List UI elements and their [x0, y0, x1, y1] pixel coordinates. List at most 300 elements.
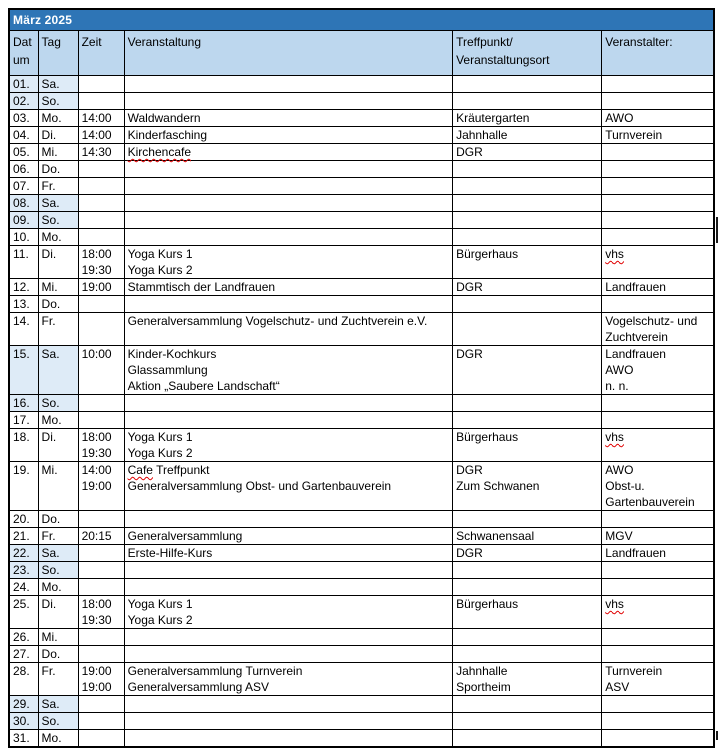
event-cell[interactable]	[124, 246, 452, 279]
location-line: Sportheim	[456, 680, 511, 694]
date-cell[interactable]	[9, 395, 38, 412]
event-cell[interactable]	[124, 76, 452, 93]
time-cell[interactable]	[78, 346, 124, 395]
event-cell[interactable]	[124, 127, 452, 144]
header-line: um	[13, 53, 30, 67]
day-cell[interactable]	[38, 562, 78, 579]
event-rows	[9, 76, 714, 748]
table-row	[9, 246, 714, 279]
location-cell[interactable]	[453, 395, 602, 412]
day-line: Do.	[41, 297, 61, 311]
date-cell[interactable]	[9, 313, 38, 346]
day-line: Do.	[41, 647, 61, 661]
day-line: Mo.	[41, 731, 62, 745]
day-line: Do.	[41, 512, 61, 526]
time-line: 19:00	[81, 479, 112, 493]
time-cell[interactable]	[78, 596, 124, 629]
date-cell[interactable]	[9, 93, 38, 110]
table-row	[9, 110, 714, 127]
time-cell[interactable]	[78, 579, 124, 596]
organizer-line: ASV	[605, 680, 630, 694]
event-cell[interactable]	[124, 696, 452, 713]
banner-row	[9, 9, 714, 31]
time-cell[interactable]	[78, 629, 124, 646]
time-line: 10:00	[81, 347, 112, 361]
event-cell[interactable]	[124, 178, 452, 195]
event-cell[interactable]	[124, 161, 452, 178]
table-row	[9, 511, 714, 528]
day-cell[interactable]	[38, 579, 78, 596]
day-line: Mo.	[41, 230, 62, 244]
event-cell[interactable]	[124, 646, 452, 663]
date-cell[interactable]	[9, 629, 38, 646]
date-cell[interactable]	[9, 144, 38, 161]
day-cell[interactable]	[38, 178, 78, 195]
time-line: 19:00	[81, 680, 112, 694]
day-cell[interactable]	[38, 110, 78, 127]
organizer-cell[interactable]	[602, 579, 714, 596]
day-cell[interactable]	[38, 462, 78, 511]
location-cell[interactable]	[453, 161, 602, 178]
event-cell[interactable]	[124, 663, 452, 696]
date-cell[interactable]	[9, 296, 38, 313]
table-row	[9, 429, 714, 462]
day-cell[interactable]	[38, 246, 78, 279]
time-cell[interactable]	[78, 663, 124, 696]
time-cell[interactable]	[78, 246, 124, 279]
cursor-artifact	[716, 217, 718, 243]
date-cell[interactable]	[9, 579, 38, 596]
organizer-line: Gartenbauverein	[605, 495, 695, 509]
date-cell[interactable]	[9, 596, 38, 629]
time-cell[interactable]	[78, 212, 124, 229]
event-line: Generalversammlung	[127, 529, 243, 543]
time-line: 14:30	[81, 145, 112, 159]
location-cell[interactable]	[453, 195, 602, 212]
time-cell[interactable]	[78, 296, 124, 313]
location-cell[interactable]	[453, 696, 602, 713]
time-cell[interactable]	[78, 545, 124, 562]
table-row	[9, 579, 714, 596]
organizer-cell[interactable]	[602, 562, 714, 579]
time-cell[interactable]	[78, 429, 124, 462]
event-cell[interactable]	[124, 144, 452, 161]
location-cell[interactable]	[453, 462, 602, 511]
location-cell[interactable]	[453, 93, 602, 110]
day-cell[interactable]	[38, 127, 78, 144]
event-cell[interactable]	[124, 229, 452, 246]
date-line: 27.	[13, 647, 30, 661]
day-cell[interactable]	[38, 663, 78, 696]
day-line: Di.	[41, 430, 57, 444]
day-cell[interactable]	[38, 296, 78, 313]
location-cell[interactable]	[453, 562, 602, 579]
day-cell[interactable]	[38, 229, 78, 246]
day-line: Sa.	[41, 697, 60, 711]
date-cell[interactable]	[9, 412, 38, 429]
organizer-cell[interactable]	[602, 646, 714, 663]
location-line: Zum Schwanen	[456, 479, 540, 493]
day-line: Mo.	[41, 111, 62, 125]
time-cell[interactable]	[78, 110, 124, 127]
event-line: Stammtisch der Landfrauen	[127, 280, 276, 294]
location-cell[interactable]	[453, 646, 602, 663]
date-cell[interactable]	[9, 195, 38, 212]
day-cell[interactable]	[38, 646, 78, 663]
date-line: 26.	[13, 630, 30, 644]
time-cell[interactable]	[78, 646, 124, 663]
time-cell[interactable]	[78, 395, 124, 412]
event-cell[interactable]	[124, 462, 452, 511]
day-line: Do.	[41, 162, 61, 176]
time-line: 19:30	[81, 446, 112, 460]
day-cell[interactable]	[38, 629, 78, 646]
event-cell[interactable]	[124, 195, 452, 212]
location-line: Bürgerhaus	[456, 597, 519, 611]
organizer-cell[interactable]	[602, 429, 714, 462]
location-cell[interactable]	[453, 528, 602, 545]
event-cell[interactable]	[124, 629, 452, 646]
day-cell[interactable]	[38, 730, 78, 748]
table-row	[9, 462, 714, 511]
organizer-line: AWO	[605, 111, 634, 125]
day-line: Di.	[41, 597, 57, 611]
date-cell[interactable]	[9, 110, 38, 127]
date-line: 19.	[13, 463, 30, 477]
date-line: 25.	[13, 597, 30, 611]
column-header-date	[9, 31, 38, 76]
time-cell[interactable]	[78, 412, 124, 429]
event-line: Yoga Kurs 1	[127, 597, 193, 611]
location-line: Bürgerhaus	[456, 247, 519, 261]
location-cell[interactable]	[453, 313, 602, 346]
day-cell[interactable]	[38, 346, 78, 395]
time-line: 19:30	[81, 613, 112, 627]
time-cell[interactable]	[78, 279, 124, 296]
month-title[interactable]: März 2025	[9, 9, 714, 31]
day-line: Fr.	[41, 179, 56, 193]
date-line: 14.	[13, 314, 30, 328]
date-cell[interactable]	[9, 730, 38, 748]
time-cell[interactable]	[78, 462, 124, 511]
header-line: Veranstaltung	[127, 35, 202, 49]
date-cell[interactable]	[9, 76, 38, 93]
column-header-time	[78, 31, 124, 76]
date-line: 04.	[13, 128, 30, 142]
location-cell[interactable]	[453, 279, 602, 296]
date-cell[interactable]	[9, 178, 38, 195]
organizer-cell[interactable]	[602, 313, 714, 346]
organizer-cell[interactable]	[602, 195, 714, 212]
date-line: 07.	[13, 179, 30, 193]
date-line: 15.	[13, 347, 30, 361]
organizer-cell[interactable]	[602, 279, 714, 296]
event-cell[interactable]	[124, 579, 452, 596]
time-cell[interactable]	[78, 76, 124, 93]
day-line: Di.	[41, 247, 57, 261]
organizer-line	[605, 429, 710, 445]
day-line: Fr.	[41, 664, 56, 678]
date-cell[interactable]	[9, 229, 38, 246]
time-cell[interactable]	[78, 313, 124, 346]
day-line: Mi.	[41, 280, 58, 294]
event-cell[interactable]	[124, 93, 452, 110]
day-line: So.	[41, 213, 60, 227]
day-cell[interactable]	[38, 395, 78, 412]
time-line: 19:00	[81, 664, 112, 678]
event-cell[interactable]	[124, 511, 452, 528]
location-cell[interactable]	[453, 110, 602, 127]
misspelled-word: vhs	[605, 597, 624, 611]
date-cell[interactable]	[9, 696, 38, 713]
time-line: 20:15	[81, 529, 112, 543]
date-cell[interactable]	[9, 246, 38, 279]
organizer-cell[interactable]	[602, 462, 714, 511]
day-line: Sa.	[41, 546, 60, 560]
day-cell[interactable]	[38, 144, 78, 161]
organizer-cell[interactable]	[602, 212, 714, 229]
time-cell[interactable]	[78, 195, 124, 212]
date-line: 21.	[13, 529, 30, 543]
location-cell[interactable]	[453, 596, 602, 629]
column-header-location	[453, 31, 602, 76]
column-header-event	[124, 31, 452, 76]
location-cell[interactable]	[453, 127, 602, 144]
date-cell[interactable]	[9, 663, 38, 696]
organizer-cell[interactable]	[602, 76, 714, 93]
table-row	[9, 528, 714, 545]
event-cell[interactable]	[124, 346, 452, 395]
event-cell[interactable]	[124, 412, 452, 429]
date-line: 28.	[13, 664, 30, 678]
time-line: 19:00	[81, 280, 112, 294]
event-line: Kinderfasching	[127, 128, 208, 142]
location-cell[interactable]	[453, 730, 602, 748]
organizer-cell[interactable]	[602, 178, 714, 195]
location-cell[interactable]	[453, 663, 602, 696]
organizer-line: Turnverein	[605, 664, 663, 678]
event-cell[interactable]	[124, 313, 452, 346]
organizer-cell[interactable]	[602, 713, 714, 730]
date-cell[interactable]	[9, 127, 38, 144]
organizer-line: Landfrauen	[605, 280, 666, 294]
time-cell[interactable]	[78, 161, 124, 178]
time-cell[interactable]	[78, 713, 124, 730]
time-line: 14:00	[81, 111, 112, 125]
table-row	[9, 161, 714, 178]
event-line: Yoga Kurs 2	[127, 613, 193, 627]
event-line: Yoga Kurs 1	[127, 247, 193, 261]
march-2025-event-table	[8, 8, 715, 748]
event-cell[interactable]	[124, 212, 452, 229]
day-cell[interactable]	[38, 161, 78, 178]
event-cell[interactable]	[124, 562, 452, 579]
date-line: 16.	[13, 396, 30, 410]
organizer-cell[interactable]	[602, 110, 714, 127]
location-cell[interactable]	[453, 511, 602, 528]
table-row	[9, 346, 714, 395]
header-line: Veranstalter:	[605, 35, 673, 49]
date-cell[interactable]	[9, 511, 38, 528]
day-cell[interactable]	[38, 212, 78, 229]
location-cell[interactable]	[453, 144, 602, 161]
day-line: Mo.	[41, 580, 62, 594]
event-line: Generalversammlung Obst- und Gartenbauverein	[127, 479, 392, 493]
day-cell[interactable]	[38, 76, 78, 93]
organizer-cell[interactable]	[602, 229, 714, 246]
day-line: So.	[41, 563, 60, 577]
event-cell[interactable]	[124, 110, 452, 127]
day-line: Sa.	[41, 347, 60, 361]
organizer-cell[interactable]	[602, 663, 714, 696]
event-line: Yoga Kurs 1	[127, 430, 193, 444]
misspelled-word: vhs	[605, 430, 624, 444]
location-line: Jahnhalle	[456, 664, 508, 678]
table-row	[9, 696, 714, 713]
location-cell[interactable]	[453, 346, 602, 395]
misspelled-word: Kirchencafe	[127, 145, 191, 159]
day-cell[interactable]	[38, 545, 78, 562]
misspelled-word: vhs	[605, 247, 624, 261]
date-cell[interactable]	[9, 713, 38, 730]
header-line: Zeit	[81, 35, 102, 49]
date-line: 01.	[13, 77, 30, 91]
organizer-cell[interactable]	[602, 127, 714, 144]
date-cell[interactable]	[9, 562, 38, 579]
organizer-cell[interactable]	[602, 696, 714, 713]
date-line: 30.	[13, 714, 30, 728]
event-cell[interactable]	[124, 395, 452, 412]
event-cell[interactable]	[124, 429, 452, 462]
day-cell[interactable]	[38, 713, 78, 730]
date-line: 11.	[13, 247, 29, 261]
location-cell[interactable]	[453, 713, 602, 730]
location-cell[interactable]	[453, 229, 602, 246]
day-line: Fr.	[41, 314, 56, 328]
organizer-cell[interactable]	[602, 730, 714, 748]
organizer-line: Zuchtverein	[605, 330, 668, 344]
date-line: 02.	[13, 94, 30, 108]
event-line: Waldwandern	[127, 111, 201, 125]
organizer-cell[interactable]	[602, 161, 714, 178]
date-line: 09.	[13, 213, 30, 227]
time-cell[interactable]	[78, 127, 124, 144]
location-cell[interactable]	[453, 629, 602, 646]
day-cell[interactable]	[38, 528, 78, 545]
event-cell[interactable]	[124, 296, 452, 313]
event-line: Yoga Kurs 2	[127, 263, 193, 277]
day-line: Fr.	[41, 529, 56, 543]
date-line: 08.	[13, 196, 30, 210]
organizer-cell[interactable]	[602, 629, 714, 646]
event-cell[interactable]	[124, 713, 452, 730]
day-cell[interactable]	[38, 313, 78, 346]
event-cell[interactable]	[124, 545, 452, 562]
time-cell[interactable]	[78, 730, 124, 748]
day-cell[interactable]	[38, 279, 78, 296]
location-cell[interactable]	[453, 178, 602, 195]
date-cell[interactable]	[9, 346, 38, 395]
event-cell[interactable]	[124, 279, 452, 296]
organizer-cell[interactable]	[602, 144, 714, 161]
event-cell[interactable]	[124, 730, 452, 748]
time-cell[interactable]	[78, 178, 124, 195]
time-cell[interactable]	[78, 229, 124, 246]
day-cell[interactable]	[38, 93, 78, 110]
date-cell[interactable]	[9, 279, 38, 296]
date-cell[interactable]	[9, 528, 38, 545]
organizer-cell[interactable]	[602, 296, 714, 313]
location-cell[interactable]	[453, 76, 602, 93]
organizer-cell[interactable]	[602, 596, 714, 629]
location-cell[interactable]	[453, 246, 602, 279]
date-cell[interactable]	[9, 462, 38, 511]
day-cell[interactable]	[38, 696, 78, 713]
time-cell[interactable]	[78, 511, 124, 528]
event-line: Kinder-Kochkurs	[127, 347, 217, 361]
location-cell[interactable]	[453, 429, 602, 462]
organizer-line: n. n.	[605, 379, 629, 393]
date-cell[interactable]	[9, 161, 38, 178]
date-line: 06.	[13, 162, 30, 176]
date-cell[interactable]	[9, 429, 38, 462]
organizer-line: Vogelschutz- und	[605, 314, 698, 328]
time-line: 18:00	[81, 430, 112, 444]
date-cell[interactable]	[9, 646, 38, 663]
table-row	[9, 178, 714, 195]
location-cell[interactable]	[453, 579, 602, 596]
table-row	[9, 76, 714, 93]
event-cell[interactable]	[124, 528, 452, 545]
organizer-cell[interactable]	[602, 93, 714, 110]
day-line: So.	[41, 714, 60, 728]
organizer-cell[interactable]	[602, 528, 714, 545]
day-cell[interactable]	[38, 195, 78, 212]
organizer-cell[interactable]	[602, 395, 714, 412]
date-cell[interactable]	[9, 545, 38, 562]
time-cell[interactable]	[78, 528, 124, 545]
location-cell[interactable]	[453, 212, 602, 229]
organizer-cell[interactable]	[602, 412, 714, 429]
time-cell[interactable]	[78, 696, 124, 713]
organizer-cell[interactable]	[602, 346, 714, 395]
location-line: Bürgerhaus	[456, 430, 519, 444]
location-cell[interactable]	[453, 296, 602, 313]
day-cell[interactable]	[38, 412, 78, 429]
location-cell[interactable]	[453, 545, 602, 562]
day-line: Mo.	[41, 413, 62, 427]
location-cell[interactable]	[453, 412, 602, 429]
event-cell[interactable]	[124, 596, 452, 629]
time-cell[interactable]	[78, 93, 124, 110]
day-cell[interactable]	[38, 596, 78, 629]
day-line: So.	[41, 396, 60, 410]
time-line: 19:30	[81, 263, 112, 277]
event-line: Erste-Hilfe-Kurs	[127, 546, 213, 560]
day-cell[interactable]	[38, 429, 78, 462]
time-cell[interactable]	[78, 562, 124, 579]
organizer-cell[interactable]	[602, 545, 714, 562]
date-cell[interactable]	[9, 212, 38, 229]
organizer-cell[interactable]	[602, 246, 714, 279]
time-cell[interactable]	[78, 144, 124, 161]
organizer-cell[interactable]	[602, 511, 714, 528]
table-row	[9, 195, 714, 212]
table-row	[9, 296, 714, 313]
day-line: Mi.	[41, 630, 58, 644]
column-header-day	[38, 31, 78, 76]
day-cell[interactable]	[38, 511, 78, 528]
